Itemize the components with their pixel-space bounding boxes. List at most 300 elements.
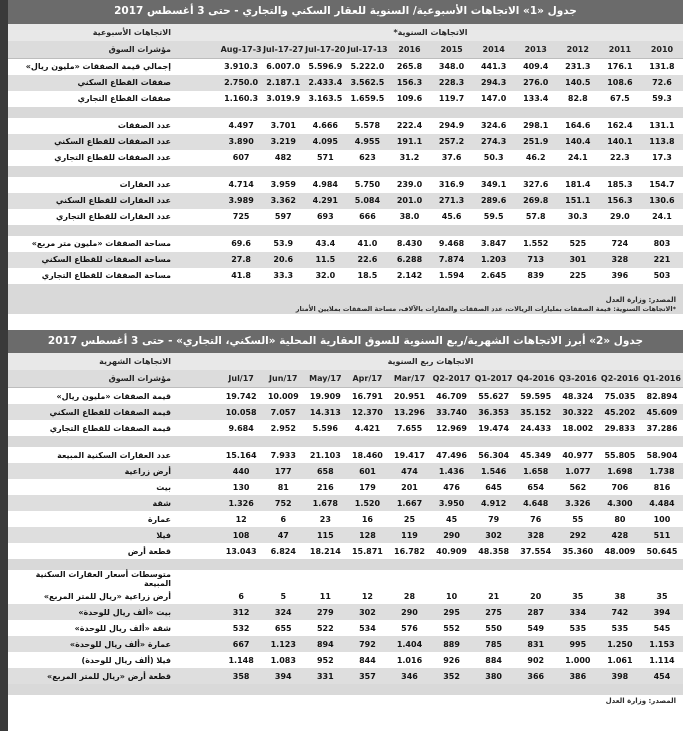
data-cell: 4.714 [220,177,262,193]
data-cell: 50.645 [641,543,683,559]
data-cell: 5 [262,588,304,604]
data-cell: 535 [599,620,641,636]
data-cell: 1.659.5 [346,91,388,107]
data-cell: 191.1 [388,134,430,150]
table-row [8,604,683,620]
data-cell: 128 [346,527,388,543]
data-cell: 398 [599,668,641,684]
data-cell: 522 [304,620,346,636]
data-cell: 386 [557,668,599,684]
data-cell: 130 [220,479,262,495]
table-row [8,420,683,436]
data-cell: 1.114 [641,652,683,668]
column-header-cell: 2016-Q4 [515,370,557,388]
data-cell: 290 [431,527,473,543]
data-cell: 713 [515,252,557,268]
data-cell: 476 [431,479,473,495]
data-cell: 265.8 [388,58,430,75]
data-cell: 3.847 [473,236,515,252]
row-spacer [178,527,220,543]
data-cell: 785 [473,636,515,652]
data-cell: 1.153 [641,636,683,652]
data-cell: 25 [388,511,430,527]
data-cell: 1.594 [431,268,473,284]
column-header-cell: 2013 [515,41,557,59]
data-cell: 72.6 [641,75,683,91]
row-spacer [178,209,220,225]
data-cell: 1.148 [220,652,262,668]
data-cell: 3.219 [262,134,304,150]
data-cell: 792 [346,636,388,652]
data-cell: 298.1 [515,118,557,134]
column-header-cell: Mar/17 [388,370,430,388]
table-row [8,252,683,268]
data-cell: 1.160.3 [220,91,262,107]
table-row [8,75,683,91]
data-cell: 623 [346,150,388,166]
data-cell: 3.701 [262,118,304,134]
column-header-cell: 2011 [599,41,641,59]
data-cell: 1.123 [262,636,304,652]
data-cell: 12 [346,588,388,604]
column-header-spacer [178,370,220,388]
data-cell: 545 [641,620,683,636]
data-cell: 80 [599,511,641,527]
data-cell: 1.404 [388,636,430,652]
data-cell: 8.430 [388,236,430,252]
data-cell: 6 [262,511,304,527]
data-cell: 2.433.4 [304,75,346,91]
data-cell: 655 [262,620,304,636]
data-cell: 53.9 [262,236,304,252]
source-row [8,295,683,314]
data-cell: 366 [515,668,557,684]
data-cell: 10.009 [262,388,304,405]
data-cell: 1.083 [262,652,304,668]
data-cell: 37.286 [641,420,683,436]
data-cell: 140.5 [557,75,599,91]
data-cell: 147.0 [473,91,515,107]
data-cell: 14.313 [304,404,346,420]
section-spacer-cell [8,684,683,695]
data-cell: 9.684 [220,420,262,436]
data-cell: 3.326 [557,495,599,511]
data-cell: 5.750 [346,177,388,193]
table-row [8,463,683,479]
data-cell: 131.8 [641,58,683,75]
data-cell: 290 [388,604,430,620]
table-row [8,268,683,284]
data-cell: 38 [599,588,641,604]
data-cell: 394 [641,604,683,620]
data-cell: 6 [220,588,262,604]
section-label-row [8,570,683,588]
group-header-row [8,353,683,370]
table-1-table-2-separator [0,314,683,330]
column-header-cell: 2016-Q1 [641,370,683,388]
data-cell: 4.984 [304,177,346,193]
data-cell: 4.648 [515,495,557,511]
data-cell: 18.214 [304,543,346,559]
data-cell: 27.8 [220,252,262,268]
table-row [8,177,683,193]
data-cell: 7.874 [431,252,473,268]
data-cell: 3.890 [220,134,262,150]
data-cell: 4.912 [473,495,515,511]
data-cell: 4.484 [641,495,683,511]
data-cell: 889 [431,636,473,652]
data-cell: 601 [346,463,388,479]
row-label: بيت «ألف ريال للوحدة» [8,604,178,620]
data-cell: 1.077 [557,463,599,479]
data-cell: 55.805 [599,447,641,463]
data-cell: 20.951 [388,388,430,405]
data-cell: 6.824 [262,543,304,559]
column-header-cell: May/17 [304,370,346,388]
data-cell: 1.250 [599,636,641,652]
row-label: مساحة الصفقات للقطاع التجاري [8,268,178,284]
data-cell: 2.952 [262,420,304,436]
data-cell: 396 [599,268,641,284]
section-spacer-cell [8,166,683,177]
data-cell: 50.3 [473,150,515,166]
row-spacer [178,177,220,193]
data-cell: 33.3 [262,268,304,284]
data-cell: 295 [431,604,473,620]
data-cell: 48.009 [599,543,641,559]
data-cell: 69.6 [220,236,262,252]
group-header-right-label: الاتجاهات الشهرية [8,353,178,370]
data-cell: 11 [304,588,346,604]
data-cell: 742 [599,604,641,620]
row-label: عدد العقارات السكنية المبيعة [8,447,178,463]
row-label: شقة [8,495,178,511]
data-cell: 562 [557,479,599,495]
row-label: فيلا [8,527,178,543]
row-label: عدد العقارات [8,177,178,193]
table-row [8,91,683,107]
table-1 [8,24,683,314]
section-spacer-row [8,559,683,570]
data-cell: 952 [304,652,346,668]
data-cell: 693 [304,209,346,225]
data-cell: 803 [641,236,683,252]
data-cell: 45 [431,511,473,527]
data-cell: 428 [599,527,641,543]
data-cell: 24.1 [641,209,683,225]
row-spacer [178,588,220,604]
row-label: صفقات القطاع التجاري [8,91,178,107]
section-spacer-cell [8,559,683,570]
section-spacer-row [8,284,683,295]
row-spacer [178,134,220,150]
section-spacer-cell [8,225,683,236]
data-cell: 4.497 [220,118,262,134]
data-cell: 20 [515,588,557,604]
column-header-cell: Apr/17 [346,370,388,388]
data-cell: 269.8 [515,193,557,209]
table-row [8,668,683,684]
table-row [8,388,683,405]
data-cell: 1.698 [599,463,641,479]
data-cell: 17.3 [641,150,683,166]
data-cell: 274.3 [473,134,515,150]
table-row [8,150,683,166]
column-header-cell: 20-Jul-17 [304,41,346,59]
data-cell: 41.8 [220,268,262,284]
data-cell: 59.5 [473,209,515,225]
data-cell: 349.1 [473,177,515,193]
data-cell: 532 [220,620,262,636]
data-cell: 831 [515,636,557,652]
data-cell: 151.1 [557,193,599,209]
row-label: أرض زراعية [8,463,178,479]
data-cell: 454 [641,668,683,684]
data-cell: 41.0 [346,236,388,252]
table-row [8,620,683,636]
column-header-row [8,41,683,59]
data-cell: 18.460 [346,447,388,463]
data-cell: 1.658 [515,463,557,479]
source-row [8,695,683,705]
data-cell: 525 [557,236,599,252]
data-cell: 16.782 [388,543,430,559]
data-cell: 30.3 [557,209,599,225]
data-cell: 45.349 [515,447,557,463]
data-cell: 18.002 [557,420,599,436]
row-spacer [178,75,220,91]
group-header-row [8,24,683,41]
row-spacer [178,193,220,209]
data-cell: 45.202 [599,404,641,420]
data-cell: 324.6 [473,118,515,134]
data-cell: 6.007.0 [262,58,304,75]
data-cell: 552 [431,620,473,636]
data-cell: 21.103 [304,447,346,463]
data-cell: 3.989 [220,193,262,209]
data-cell: 59.595 [515,388,557,405]
section-spacer-cell [8,436,683,447]
row-label: قطعة أرض [8,543,178,559]
data-cell: 201.0 [388,193,430,209]
data-cell: 156.3 [599,193,641,209]
data-cell: 55 [557,511,599,527]
data-cell: 130.6 [641,193,683,209]
row-spacer [178,91,220,107]
table-row [8,134,683,150]
section-spacer-row [8,107,683,118]
row-label: شقة «ألف ريال للوحدة» [8,620,178,636]
data-cell: 607 [220,150,262,166]
data-cell: 10 [431,588,473,604]
row-spacer [178,511,220,527]
table-1-title: جدول «1» الاتجاهات الأسبوعية/ السنوية للعقار السكني والتجاري - حتى 3 أغسطس 2017 [8,0,683,24]
data-cell: 926 [431,652,473,668]
data-cell: 10.058 [220,404,262,420]
data-cell: 119 [388,527,430,543]
data-cell: 902 [515,652,557,668]
row-spacer [178,252,220,268]
data-cell: 327.6 [515,177,557,193]
data-cell: 7.057 [262,404,304,420]
row-label: فيلا (ألف ريال للوحدة) [8,652,178,668]
section-spacer-row [8,436,683,447]
data-cell: 59.3 [641,91,683,107]
data-cell: 7.655 [388,420,430,436]
data-cell: 289.6 [473,193,515,209]
data-cell: 19.909 [304,388,346,405]
table-row [8,209,683,225]
column-header-cell: 2015 [431,41,473,59]
data-cell: 441.3 [473,58,515,75]
column-header-cell: 2010 [641,41,683,59]
data-cell: 20.6 [262,252,304,268]
data-cell: 440 [220,463,262,479]
row-spacer [178,388,220,405]
table-row [8,447,683,463]
data-cell: 357 [346,668,388,684]
data-cell: 287 [515,604,557,620]
row-label: قيمة الصفقات للقطاع التجاري [8,420,178,436]
column-header-cell: 13-Jul-17 [346,41,388,59]
row-header-label: مؤشرات السوق [8,41,178,59]
table-row [8,58,683,75]
data-cell: 844 [346,652,388,668]
data-cell: 279 [304,604,346,620]
column-header-cell: 2017-Q2 [431,370,473,388]
data-cell: 177 [262,463,304,479]
row-spacer [178,620,220,636]
row-spacer [178,636,220,652]
source-note [8,695,683,705]
row-spacer [178,495,220,511]
row-label: مساحة الصفقات للقطاع السكني [8,252,178,268]
data-cell: 30.322 [557,404,599,420]
data-cell: 352 [431,668,473,684]
data-cell: 257.2 [431,134,473,150]
data-cell: 752 [262,495,304,511]
row-spacer [178,668,220,684]
data-cell: 19.417 [388,447,430,463]
data-cell: 4.955 [346,134,388,150]
column-header-cell: 2016 [388,41,430,59]
data-cell: 292 [557,527,599,543]
data-cell: 348.0 [431,58,473,75]
data-cell: 535 [557,620,599,636]
data-cell: 18.5 [346,268,388,284]
data-cell: 113.8 [641,134,683,150]
section-label-spacer [178,570,683,588]
data-cell: 185.3 [599,177,641,193]
data-cell: 394 [262,668,304,684]
data-cell: 3.959 [262,177,304,193]
source-note [8,295,683,314]
column-header-cell: 2012 [557,41,599,59]
data-cell: 31.2 [388,150,430,166]
data-cell: 29.833 [599,420,641,436]
table-row [8,511,683,527]
table-2-title: جدول «2» أبرز الاتجاهات الشهرية/ربع السنوية للسوق العقارية المحلية «السكني، التجاري» - حتى 3 أغسطس 2017 [8,330,683,354]
column-header-cell: 2016-Q2 [599,370,641,388]
table-row [8,495,683,511]
column-header-row [8,370,683,388]
data-cell: 225 [557,268,599,284]
data-cell: 21 [473,588,515,604]
data-cell: 5.578 [346,118,388,134]
data-cell: 3.910.3 [220,58,262,75]
data-cell: 12.969 [431,420,473,436]
data-cell: 15.871 [346,543,388,559]
row-label: عدد العقارات للقطاع السكني [8,193,178,209]
table-row [8,652,683,668]
data-cell: 380 [473,668,515,684]
data-cell: 47.496 [431,447,473,463]
data-cell: 275 [473,604,515,620]
data-cell: 82.8 [557,91,599,107]
data-cell: 4.291 [304,193,346,209]
data-cell: 239.0 [388,177,430,193]
data-cell: 119.7 [431,91,473,107]
data-cell: 5.596 [304,420,346,436]
column-header-cell: 2017-Q1 [473,370,515,388]
data-cell: 47 [262,527,304,543]
data-cell: 22.3 [599,150,641,166]
data-cell: 19.742 [220,388,262,405]
data-cell: 658 [304,463,346,479]
data-cell: 32.0 [304,268,346,284]
data-cell: 176.1 [599,58,641,75]
data-cell: 1.000 [557,652,599,668]
data-cell: 12 [220,511,262,527]
data-cell: 1.520 [346,495,388,511]
data-cell: 45.609 [641,404,683,420]
data-cell: 301 [557,252,599,268]
data-cell: 222.4 [388,118,430,134]
data-cell: 1.678 [304,495,346,511]
data-cell: 35.360 [557,543,599,559]
table-row [8,118,683,134]
column-header-spacer [178,41,220,59]
data-cell: 666 [346,209,388,225]
data-cell: 1.016 [388,652,430,668]
section-spacer-row [8,225,683,236]
data-cell: 1.061 [599,652,641,668]
data-cell: 597 [262,209,304,225]
data-cell: 108.6 [599,75,641,91]
data-cell: 2.750.0 [220,75,262,91]
table-row [8,193,683,209]
row-label: عدد العقارات للقطاع التجاري [8,209,178,225]
data-cell: 2.645 [473,268,515,284]
data-cell: 164.6 [557,118,599,134]
row-label: قيمة الصفقات للقطاع السكني [8,404,178,420]
data-cell: 12.370 [346,404,388,420]
row-header-label: مؤشرات السوق [8,370,178,388]
data-cell: 40.909 [431,543,473,559]
data-cell: 231.3 [557,58,599,75]
data-cell: 179 [346,479,388,495]
row-spacer [178,447,220,463]
data-cell: 1.326 [220,495,262,511]
row-spacer [178,118,220,134]
group-header-center-label: الاتجاهات السنوية* [178,24,683,41]
row-label: عمارة [8,511,178,527]
data-cell: 46.2 [515,150,557,166]
column-header-cell: 2016-Q3 [557,370,599,388]
data-cell: 654 [515,479,557,495]
data-cell: 48.324 [557,388,599,405]
data-cell: 482 [262,150,304,166]
